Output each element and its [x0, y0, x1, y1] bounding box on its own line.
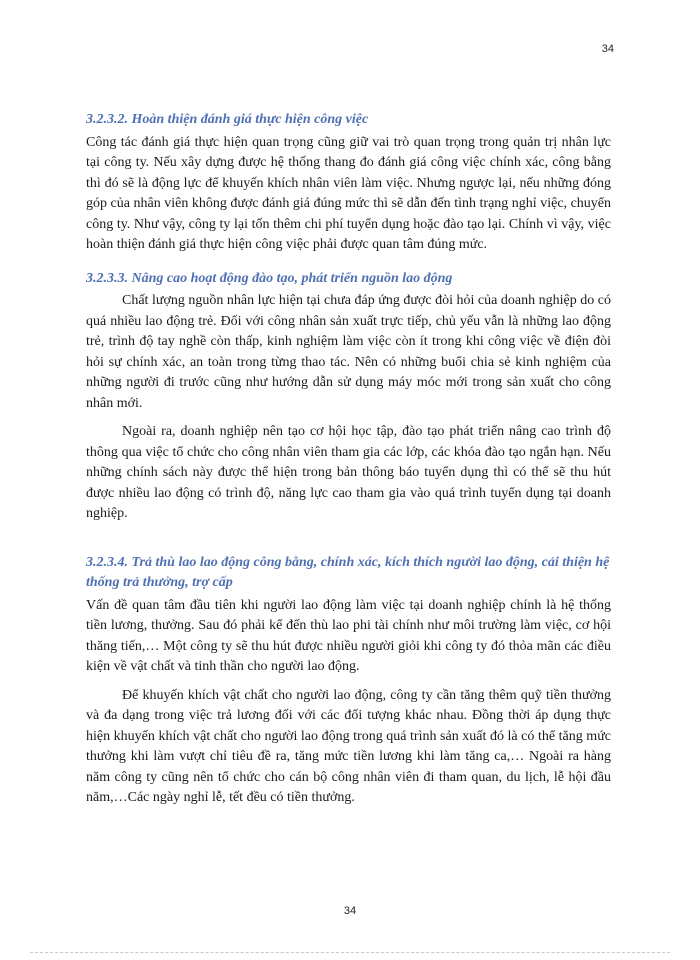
- paragraph: Để khuyến khích vật chất cho người lao động, công ty cần tăng thêm quỹ tiền thưởng và đa dạng trong việc trả lương đối với các đối tượng khác nhau. Đồng thời áp dụng thực hiện khuyến khích vật chất cho người lao động trong quá trình sản xuất đó là có thể tăng mức thưởng khi làm vượt chỉ tiêu đề ra, tăng mức tiền lương khi làm tăng ca,… Ngoài ra hàng năm công ty cũng nên tổ chức cho cán bộ công nhân viên đi tham quan, du lịch, lễ hội đầu năm,…Các ngày nghỉ lễ, tết đều có tiền thưởng.: [86, 687, 611, 805]
- paragraph: Công tác đánh giá thực hiện quan trọng cũng giữ vai trò quan trọng trong quản trị nhân lực tại công ty. Nếu xây dựng được hệ thống thang đo đánh giá công việc chính xác, công bằng thì đó sẽ là động lực để khuyến khích nhân viên làm việc. Nhưng ngược lại, nếu những đóng góp của nhân viên không được đánh giá đúng mức thì sẽ dẫn đến tình trạng nghỉ việc, chuyển công ty. Như vậy, công ty lại tốn thêm chi phí tuyển dụng hoặc đào tạo lại. Chính vì vậy, việc hoàn thiện đánh giá thực hiện công việc phải được quan tâm đúng mức.: [86, 134, 611, 252]
- section-heading-3-2-3-4: 3.2.3.4. Trả thù lao lao động công bằng, chính xác, kích thích người lao động, cải thiện hệ thống trả thưởng, trợ cấp: [86, 554, 610, 590]
- page-content: [86, 110, 611, 809]
- section-heading-3-2-3-2: 3.2.3.2. Hoàn thiện đánh giá thực hiện công việc: [86, 112, 369, 127]
- header-page-number: 34: [601, 43, 614, 55]
- page-bottom-divider: [30, 952, 670, 953]
- section-heading-3-2-3-3: 3.2.3.3. Nâng cao hoạt động đào tạo, phát triển nguồn lao động: [86, 270, 453, 286]
- footer-page-number: 34: [343, 905, 357, 917]
- paragraph: Chất lượng nguồn nhân lực hiện tại chưa đáp ứng được đòi hỏi của doanh nghiệp do có quá nhiều lao động trẻ. Đối với công nhân sản xuất trực tiếp, chủ yếu vẫn là những lao động trẻ, trình độ tay nghề còn thấp, kinh nghiệm làm việc còn ít trong khi công việc về điện đòi hỏi sự chính xác, an toàn trong từng thao tác. Nên có những buổi chia sẻ kinh nghiệm của những người đi trước cũng như hướng dẫn sử dụng máy móc mới trong sản xuất cho công nhân mới.: [86, 293, 611, 411]
- paragraph: Ngoài ra, doanh nghiệp nên tạo cơ hội học tập, đào tạo phát triển nâng cao trình độ thông qua việc tổ chức cho công nhân viên tham gia các lớp, các khóa đào tạo ngắn hạn. Nếu những chính sách này được thể hiện trong bản thông báo tuyển dụng thì có thể sẽ thu hút được nhiều lao động có trình độ, năng lực cao tham gia vào quá trình tuyển dụng tại doanh nghiệp.: [86, 424, 611, 521]
- paragraph: Vấn đề quan tâm đầu tiên khi người lao động làm việc tại doanh nghiệp chính là hệ thống tiền lương, thưởng. Sau đó phải kể đến thù lao phi tài chính như môi trường làm việc, cơ hội thăng tiến,… Một công ty sẽ thu hút được nhiều người giỏi khi công ty đó thỏa mãn các điều kiện về vật chất và tinh thần cho người lao động.: [86, 597, 611, 674]
